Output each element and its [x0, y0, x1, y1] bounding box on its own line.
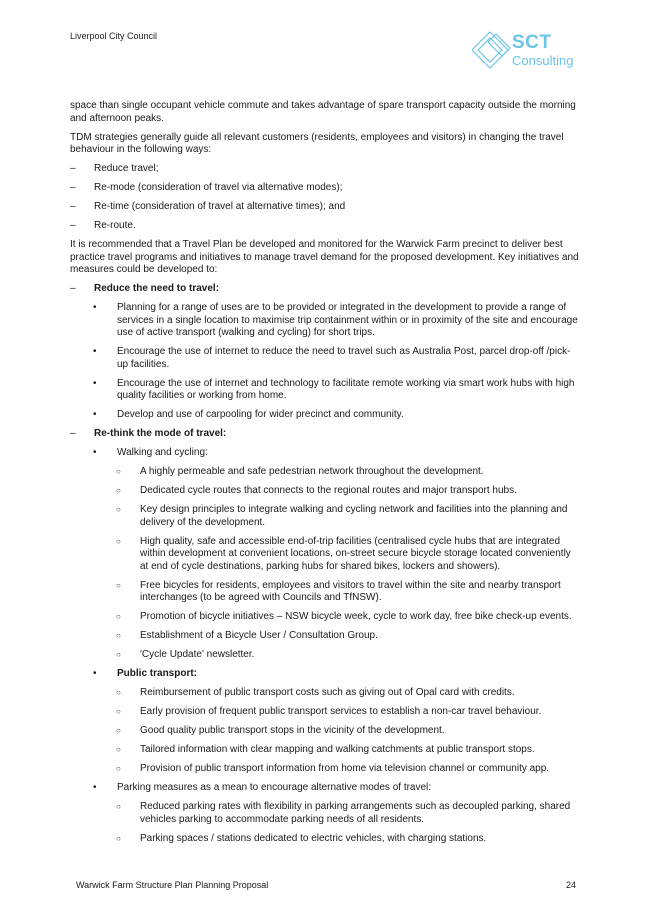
bullet-marker: •	[93, 302, 97, 313]
document-body	[70, 100, 580, 852]
list-item	[70, 378, 580, 403]
paragraph: space than single occupant vehicle commute and takes advantage of spare transport capacity outside the morning and afternoon peaks.	[70, 100, 576, 124]
bullet-marker: •	[93, 346, 97, 357]
diamond-logo-icon	[472, 30, 512, 72]
circle-marker: ○	[116, 467, 121, 476]
paragraph: It is recommended that a Travel Plan be developed and monitored for the Warwick Farm precinct to deliver best practice travel programs and initiatives to manage travel demand for the proposed development. Key initiatives and measures could be developed to:	[70, 239, 579, 275]
list-item-text: Reimbursement of public transport costs such as giving out of Opal card with credits.	[140, 687, 515, 698]
list-item	[70, 801, 580, 826]
list-item-text: Promotion of bicycle initiatives – NSW bicycle week, cycle to work day, free bike check-up events.	[140, 611, 572, 622]
list-item	[70, 220, 580, 233]
section-heading-text: Reduce the need to travel:	[94, 283, 220, 294]
dash-marker: –	[70, 283, 76, 294]
company-logo	[472, 30, 588, 72]
list-item	[70, 182, 580, 195]
list-item-text: Reduced parking rates with flexibility in parking arrangements such as decoupled parking, shared vehicles parking to accommodate parking needs of all residents.	[140, 801, 571, 825]
list-item	[70, 504, 580, 529]
list-item-text: Tailored information with clear mapping and walking catchments at public transport stops.	[140, 744, 535, 755]
list-item-text: Re-mode (consideration of travel via alternative modes);	[94, 182, 343, 193]
bullet-marker: •	[93, 782, 97, 793]
list-item-text: Planning for a range of uses are to be provided or integrated in the development to provide a range of services in a single location to maximise trip containment within or in proximity of the site and encourage use of active transport (walking and cycling) for short trips.	[117, 302, 578, 338]
list-item	[70, 649, 580, 662]
dash-marker: –	[70, 163, 76, 174]
section-heading-text: Re-think the mode of travel:	[94, 428, 227, 439]
list-item-text: Key design principles to integrate walking and cycling network and facilities into the planning and delivery of the development.	[140, 504, 568, 528]
bullet-marker: •	[93, 409, 97, 420]
header-organization: Liverpool City Council	[70, 31, 158, 41]
list-item	[70, 833, 580, 846]
list-item-text: Dedicated cycle routes that connects to the regional routes and major transport hubs.	[140, 485, 517, 496]
list-item-text: Early provision of frequent public transport services to establish a non-car travel behaviour.	[140, 706, 542, 717]
section-heading-rethink	[70, 428, 580, 441]
list-item	[70, 706, 580, 719]
list-item-text: Free bicycles for residents, employees and visitors to travel within the site and nearby transport interchanges (to be agreed with Councils and TfNSW).	[140, 579, 561, 603]
list-item	[70, 302, 580, 340]
list-item-text: Reduce travel;	[94, 163, 159, 174]
list-item-text: A highly permeable and safe pedestrian network throughout the development.	[140, 466, 484, 477]
circle-marker: ○	[116, 650, 121, 659]
list-item-text: Encourage the use of internet and technology to facilitate remote working via smart work hubs with high quality facilities or working from home.	[117, 377, 575, 401]
circle-marker: ○	[116, 505, 121, 514]
list-item	[70, 763, 580, 776]
list-item-text: Parking spaces / stations dedicated to electric vehicles, with charging stations.	[140, 832, 487, 844]
paragraph: TDM strategies generally guide all relevant customers (residents, employees and visitors) in changing the travel behaviour in the following ways:	[70, 131, 564, 155]
list-item	[70, 536, 580, 574]
list-item	[70, 611, 580, 624]
list-item	[70, 346, 580, 371]
bullet-marker: •	[93, 447, 97, 458]
list-item	[70, 782, 580, 795]
list-item	[70, 466, 580, 479]
list-item	[70, 163, 580, 176]
list-item	[70, 201, 580, 214]
circle-marker: ○	[116, 802, 121, 811]
list-item-text: Establishment of a Bicycle User / Consultation Group.	[140, 630, 378, 641]
list-item-text: High quality, safe and accessible end-of-trip facilities (centralised cycle hubs that are integrated within development at convenient locations, on-street secure bicycle storage located conveniently at end of cycle destinations, parking hubs for shared bikes, lockers and showers).	[140, 535, 571, 572]
list-item	[70, 725, 580, 738]
section-heading-reduce	[70, 283, 580, 296]
dash-marker: –	[70, 201, 76, 212]
list-item-text: Encourage the use of internet to reduce the need to travel such as Australia Post, parcel drop-off /pick-up facilities.	[117, 346, 571, 370]
dash-marker: –	[70, 182, 76, 193]
list-item-text: Public transport:	[117, 668, 198, 679]
list-item-text: Re-route.	[94, 220, 136, 231]
circle-marker: ○	[116, 688, 121, 697]
list-item	[70, 485, 580, 498]
list-item	[70, 687, 580, 700]
circle-marker: ○	[116, 631, 121, 640]
list-item	[70, 580, 580, 605]
list-item	[70, 447, 580, 460]
bullet-marker: •	[93, 377, 97, 389]
dash-marker: –	[70, 428, 76, 439]
circle-marker: ○	[116, 726, 121, 735]
circle-marker: ○	[116, 764, 121, 773]
list-item-text: Provision of public transport information from home via television channel or community app.	[140, 763, 550, 774]
list-item	[70, 744, 580, 757]
circle-marker: ○	[116, 745, 121, 754]
list-item-text: Good quality public transport stops in the vicinity of the development.	[140, 725, 445, 736]
list-item-text: 'Cycle Update' newsletter.	[140, 649, 255, 660]
circle-marker: ○	[116, 612, 121, 621]
dash-marker: –	[70, 220, 76, 231]
list-item-text: Walking and cycling:	[117, 447, 208, 458]
list-item	[70, 630, 580, 643]
circle-marker: ○	[116, 536, 121, 546]
list-item-text: Develop and use of carpooling for wider precinct and community.	[117, 409, 404, 420]
logo-text-sct: SCT	[512, 32, 552, 53]
circle-marker: ○	[116, 486, 121, 495]
logo-text-consulting: Consulting	[512, 53, 574, 68]
list-item-text: Re-time (consideration of travel at alternative times); and	[94, 201, 346, 212]
footer-document-title: Warwick Farm Structure Plan Planning Proposal	[76, 880, 269, 890]
footer-page-number: 24	[566, 880, 577, 890]
circle-marker: ○	[116, 707, 121, 716]
circle-marker: ○	[116, 833, 121, 843]
list-item	[70, 409, 580, 422]
list-item-text: Parking measures as a mean to encourage alternative modes of travel:	[117, 782, 432, 793]
bullet-marker: •	[93, 668, 97, 679]
list-item	[70, 668, 580, 681]
circle-marker: ○	[116, 580, 121, 590]
